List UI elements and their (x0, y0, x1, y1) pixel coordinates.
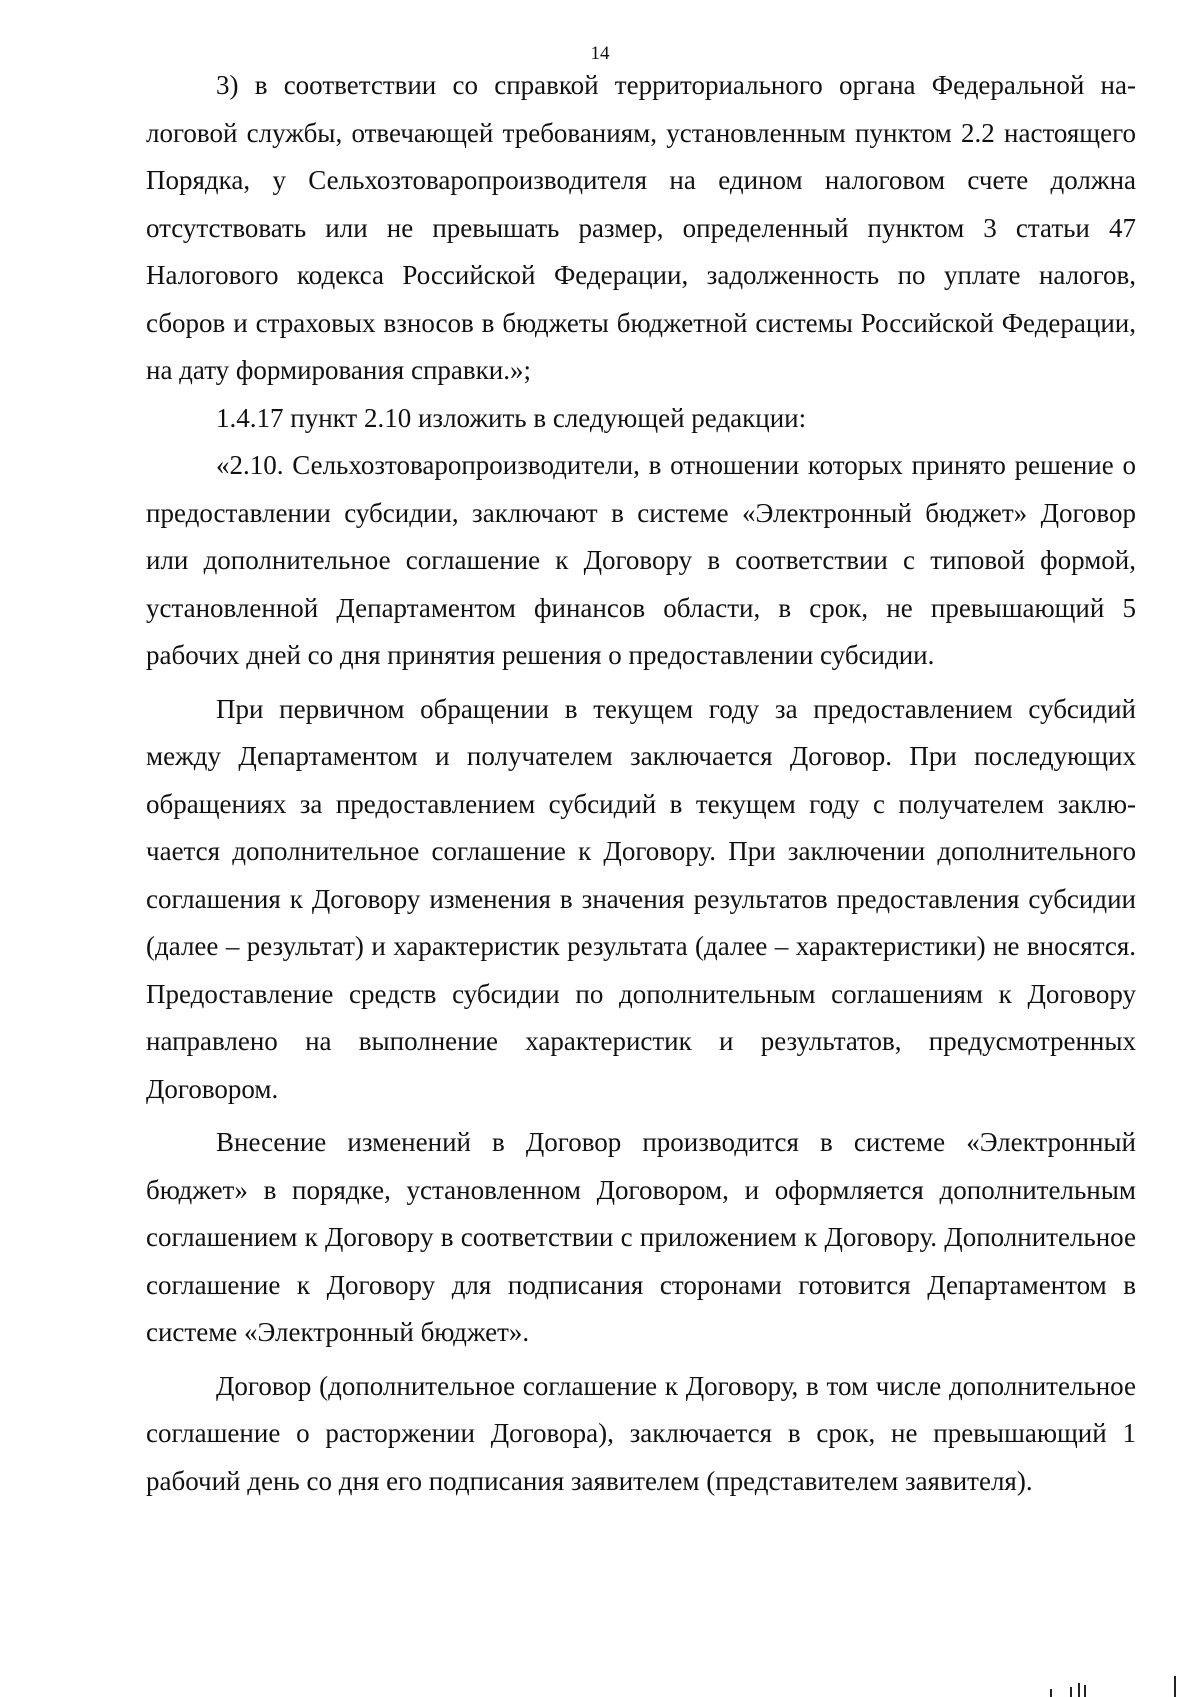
page-number: 14 (590, 43, 610, 64)
paragraph-contract-changes: Внесение изменений в Договор производится в системе «Электронный бюджет» в порядке, установленном Договором, и оформляется дополнительным соглашением к Договору в соответствии с приложением к Договору. Дополнительное соглашение к Договору для подписания сторонами готовится Департаментом в системе «Электронный бюджет». (146, 1127, 1136, 1347)
paragraph-contract-term: Договор (дополнительное соглашение к Договору, в том числе дополнительное соглашение о расторжении Договора), заключается в срок, не превышающий 1 рабочий день со дня его подписания заявителем (представителем заявителя). (146, 1370, 1136, 1496)
paragraph-tax-certificate: 3) в соответствии со справкой территориального органа Федеральной налоговой службы, отвечающей требованиям, установленным пунктом 2.2 настоящего Порядка, у Сельхозтоваропроизводителя на едином налоговом счете должна отсутствовать или не превышать размер, определенный пунктом 3 статьи 47 Налогового кодекса Российской Федерации, задолженность по уплате налогов, сборов и страховых взносов в бюджеты бюджетной системы Российской Федерации, на дату формирования справки.»; (146, 70, 1136, 385)
paragraph-amendment-2-10: 1.4.17 пункт 2.10 изложить в следующей редакции: (216, 402, 807, 433)
paragraph-first-request: При первичном обращении в текущем году за предоставлением субсидий между Департаментом и получателем заключается Договор. При последующих обращениях за предоставлением субсидий в текущем году с получателем заключается дополнительное соглашение к Договору. При заключении дополнительного соглашения к Договору изменения в значения результатов предоставления субсидии (далее – результат) и характеристик результата (далее – характеристики) не вносятся. Предоставление средств субсидии по дополнительным соглашениям к Договору направлено на выполнение характеристик и результатов, предусмотренных Договором. (146, 693, 1136, 1104)
document-body (146, 62, 1136, 1505)
scan-edge-marks (1040, 1676, 1190, 1697)
paragraph-clause-2-10: «2.10. Сельхозтоваропроизводители, в отношении которых принято решение о предоставлении субсидии, заключают в системе «Электронный бюджет» Договор или дополнительное соглашение к Договору в соответствии с типовой формой, установленной Департаментом финансов области, в срок, не превышающий 5 рабочих дней со дня принятия решения о предоставлении субсидии. (146, 450, 1136, 670)
